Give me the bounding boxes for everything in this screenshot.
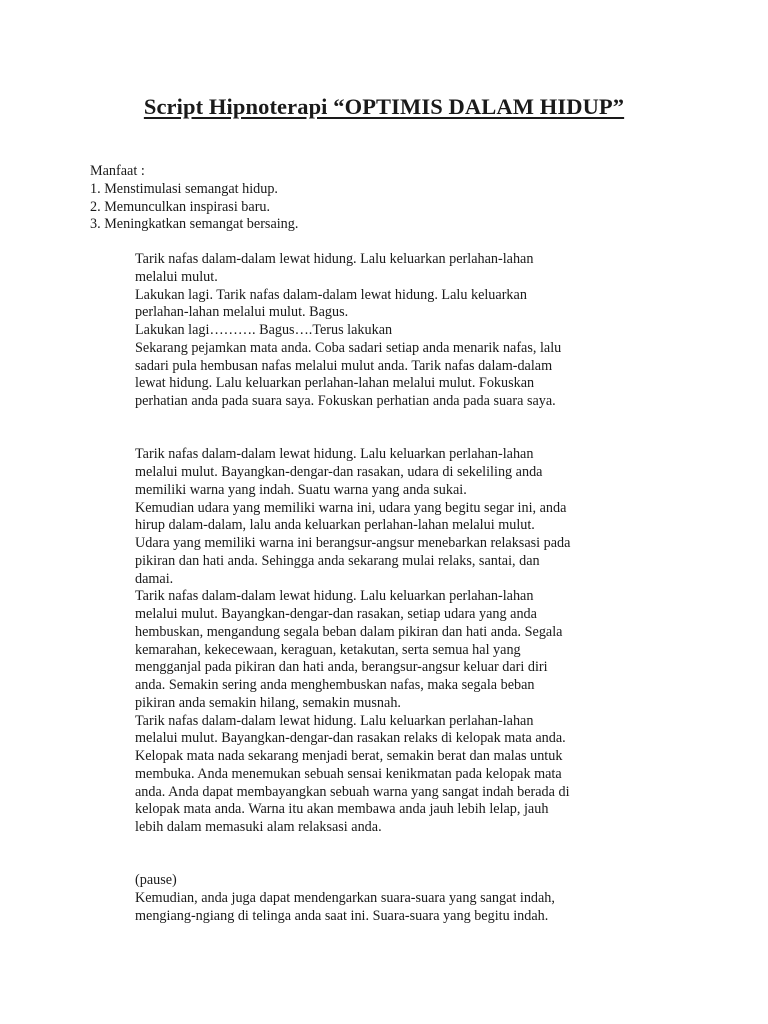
body-line: Tarik nafas dalam-dalam lewat hidung. Lalu keluarkan perlahan-lahan: [135, 446, 534, 463]
body-line: hembuskan, mengandung segala beban dalam pikiran dan hati anda. Segala: [135, 623, 563, 640]
paragraph-gap: [135, 837, 615, 855]
body-line: Kemudian udara yang memiliki warna ini, udara yang begitu segar ini, anda: [135, 499, 567, 516]
benefit-item: 3. Meningkatkan semangat bersaing.: [90, 216, 299, 233]
body-line: sadari pula hembusan nafas melalui mulut anda. Tarik nafas dalam-dalam: [135, 357, 553, 374]
body-line: melalui mulut. Bayangkan-dengar-dan rasakan, udara di sekeliling anda: [135, 464, 543, 480]
benefits-heading: Manfaat :: [90, 163, 145, 179]
body-line: melalui mulut. Bayangkan-dengar-dan rasakan, setiap udara yang anda: [135, 606, 537, 622]
body-line: melalui mulut.: [135, 268, 218, 285]
body-line: Lakukan lagi. Tarik nafas dalam-dalam lewat hidung. Lalu keluarkan: [135, 286, 527, 303]
body-line: melalui mulut. Bayangkan-dengar-dan rasakan relaks di kelopak mata anda.: [135, 730, 566, 747]
body-line: hirup dalam-dalam, lalu anda keluarkan perlahan-lahan melalui mulut.: [135, 517, 535, 534]
body-line: anda. Semakin sering anda menghembuskan nafas, maka segala beban: [135, 677, 535, 693]
body-line: (pause): [135, 872, 177, 889]
body-line: Sekarang pejamkan mata anda. Coba sadari setiap anda menarik nafas, lalu: [135, 339, 562, 356]
body-line: lebih dalam memasuki alam relaksasi anda.: [135, 819, 382, 835]
body-line: Udara yang memiliki warna ini berangsur-angsur menebarkan relaksasi pada: [135, 535, 571, 551]
body-line: memiliki warna yang indah. Suatu warna yang anda sukai.: [135, 481, 467, 498]
benefit-item: 2. Memunculkan inspirasi baru.: [90, 198, 271, 215]
paragraph-gap: [135, 411, 615, 429]
body-line: mengganjal pada pikiran dan hati anda, berangsur-angsur keluar dari diri: [135, 659, 548, 676]
paragraph-gap: [135, 429, 615, 447]
body-line: kelopak mata anda. Warna itu akan membawa anda jauh lebih lelap, jauh: [135, 801, 549, 818]
benefit-item: 1. Menstimulasi semangat hidup.: [90, 180, 278, 197]
benefits-section: [90, 163, 298, 234]
body-line: lewat hidung. Lalu keluarkan perlahan-lahan melalui mulut. Fokuskan: [135, 375, 535, 392]
body-line: anda. Anda dapat membayangkan sebuah warna yang sangat indah berada di: [135, 783, 570, 800]
body-line: kemarahan, kekecewaan, keraguan, ketakutan, serta semua hal yang: [135, 641, 521, 658]
body-line: mengiang-ngiang di telinga anda saat ini. Suara-suara yang begitu indah.: [135, 907, 549, 924]
body-line: damai.: [135, 570, 174, 587]
document-title: Script Hipnoterapi “OPTIMIS DALAM HIDUP”: [143, 94, 625, 119]
body-line: pikiran anda semakin hilang, semakin musnah.: [135, 694, 401, 711]
body-line: Kelopak mata nada sekarang menjadi berat, semakin berat dan malas untuk: [135, 748, 563, 764]
paragraph-gap: [135, 855, 615, 873]
body-line: Kemudian, anda juga dapat mendengarkan suara-suara yang sangat indah,: [135, 890, 555, 906]
body-line: Tarik nafas dalam-dalam lewat hidung. Lalu keluarkan perlahan-lahan: [135, 712, 534, 729]
script-body: [135, 251, 615, 926]
body-line: perhatian anda pada suara saya. Fokuskan perhatian anda pada suara saya.: [135, 393, 556, 409]
body-line: pikiran dan hati anda. Sehingga anda sekarang mulai relaks, santai, dan: [135, 552, 540, 569]
body-line: Tarik nafas dalam-dalam lewat hidung. Lalu keluarkan perlahan-lahan: [135, 251, 534, 267]
body-line: membuka. Anda menemukan sebuah sensai kenikmatan pada kelopak mata: [135, 765, 562, 782]
body-line: Tarik nafas dalam-dalam lewat hidung. Lalu keluarkan perlahan-lahan: [135, 588, 534, 605]
body-line: Lakukan lagi………. Bagus….Terus lakukan: [135, 322, 393, 338]
body-line: perlahan-lahan melalui mulut. Bagus.: [135, 304, 349, 321]
